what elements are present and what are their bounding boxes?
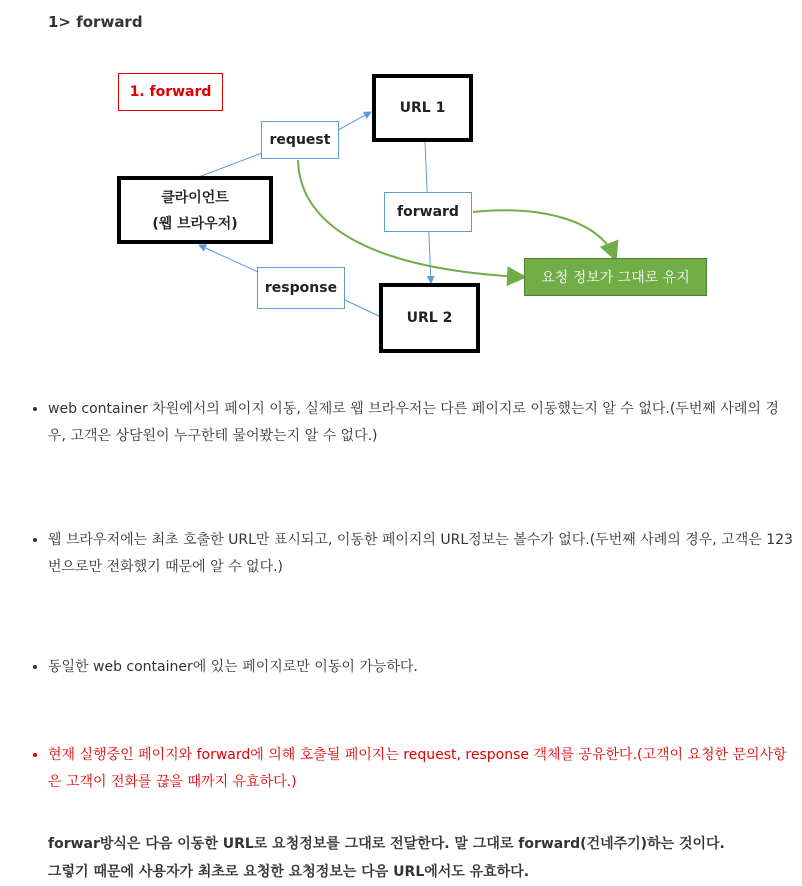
request-to-url1-arrow [338, 112, 371, 130]
note-item: • 웹 브라우저에는 최초 호출한 URL만 표시되고, 이동한 페이지의 URL정보는 볼수가 없다.(두번째 사례의 경우, 고객은 123번으로만 전화했기 때문에 알 수 없다.) [48, 527, 793, 581]
client-box [117, 176, 273, 244]
forward-diagram [0, 0, 802, 370]
url1-box: URL 1 [372, 74, 473, 142]
note-item: • 동일한 web container에 있는 페이지로만 이동이 가능하다. [48, 654, 793, 681]
summary-paragraph [48, 830, 778, 886]
client-label-line1: 클라이언트 [161, 190, 229, 206]
section-heading: 1> forward [48, 13, 143, 31]
notes-list [30, 396, 793, 796]
forward-label: forward [384, 192, 472, 232]
client-to-request-line [196, 153, 262, 178]
summary-line1: forwar방식은 다음 이동한 URL로 요청정보를 그대로 전달한다. 말 그대로 forward(건네주기)하는 것이다. [48, 836, 725, 852]
request-label: request [261, 121, 339, 159]
note-item-highlight: • 현재 실행중인 페이지와 forward에 의해 호출될 페이지는 request, response 객체를 공유한다.(고객이 요청한 문의사항은 고객이 전화를 끊을 때까지 유효하다.) [48, 742, 793, 796]
forward-title-label: 1. forward [118, 73, 223, 111]
client-label-line2: (웹 브라우저) [152, 216, 238, 232]
forward-to-result-curve [473, 210, 615, 258]
url2-to-response-line [345, 300, 381, 317]
response-to-client-arrow [199, 245, 258, 272]
url2-box: URL 2 [379, 283, 480, 353]
summary-line2: 그렇기 때문에 사용자가 최초로 요청한 요청정보는 다음 URL에서도 유효하다. [48, 864, 530, 880]
result-box: 요청 정보가 그대로 유지 [524, 258, 707, 296]
note-item: • web container 차원에서의 페이지 이동, 실제로 웹 브라우저는 다른 페이지로 이동했는지 알 수 없다.(두번째 사례의 경우, 고객은 상담원이 누구한테 물어봤는지 알 수 없다.) [48, 396, 793, 450]
response-label: response [257, 267, 345, 309]
